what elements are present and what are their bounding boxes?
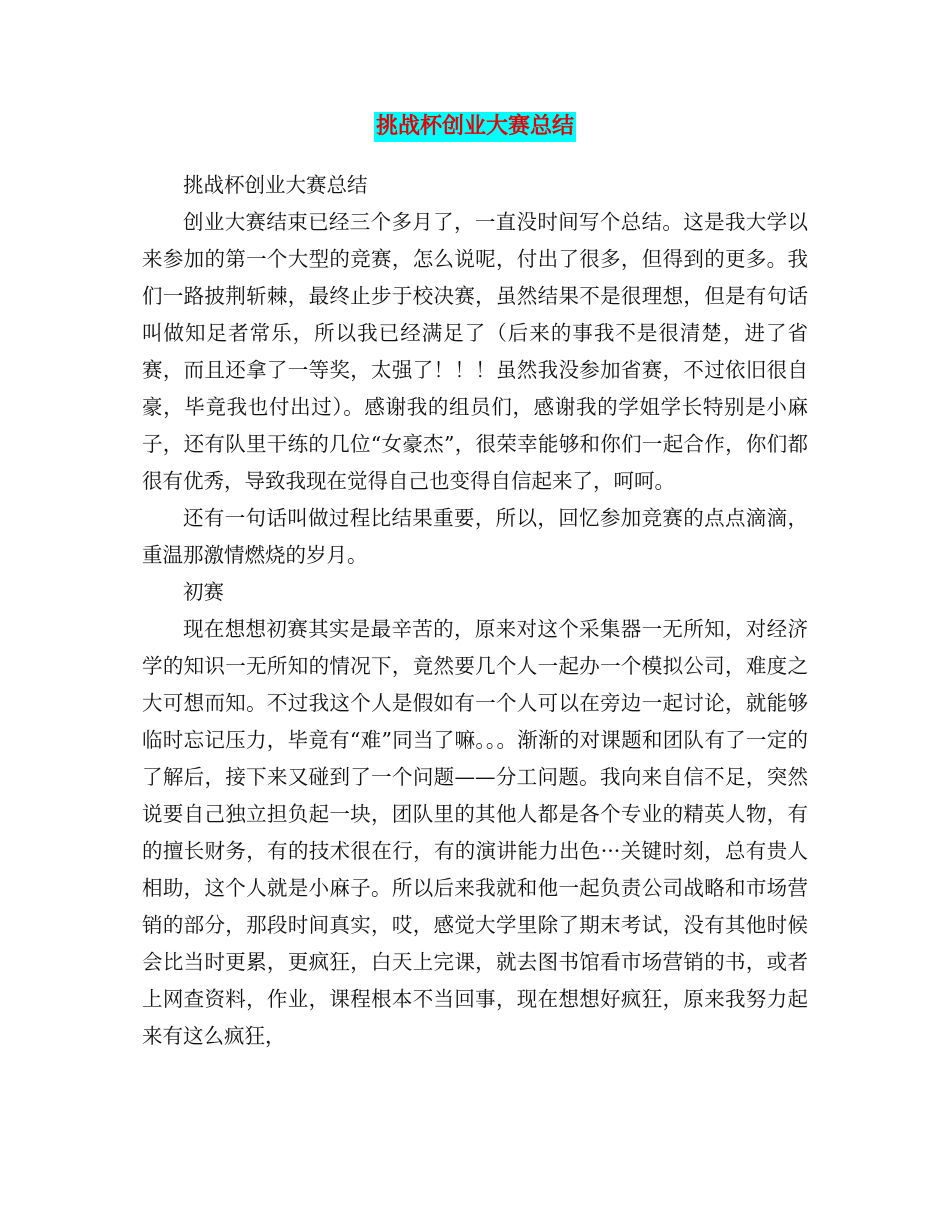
body-paragraph: 还有一句话叫做过程比结果重要，所以，回忆参加竞赛的点点滴滴，重温那激情燃烧的岁月。 <box>142 506 808 567</box>
body-paragraph: 创业大赛结束已经三个多月了，一直没时间写个总结。这是我大学以来参加的第一个大型的竞赛，怎么说呢，付出了很多，但得到的更多。我们一路披荆斩棘，最终止步于校决赛，虽然结果不是很理想，但是有句话叫做知足者常乐，所以我已经满足了（后来的事我不是很清楚，进了省赛，而且还拿了一等奖，太强了！！！虽然我没参加省赛，不过依旧很自豪，毕竟我也付出过）。感谢我的组员们，感谢我的学姐学长特别是小麻子，还有队里干练的几位“女豪杰”，很荣幸能够和你们一起合作，你们都很有优秀，导致我现在觉得自己也变得自信起来了，呵呵。 <box>142 210 808 493</box>
body-paragraph: 现在想想初赛其实是最辛苦的，原来对这个采集器一无所知，对经济学的知识一无所知的情况下，竟然要几个人一起办一个模拟公司，难度之大可想而知。不过我这个人是假如有一个人可以在旁边一起讨论，就能够临时忘记压力，毕竟有“难”同当了嘛。。。渐渐的对课题和团队有了一定的了解后，接下来又碰到了一个问题——分工问题。我向来自信不足，突然说要自己独立担负起一块，团队里的其他人都是各个专业的精英人物，有的擅长财务，有的技术很在行，有的演讲能力出色···关键时刻，总有贵人相助，这个人就是小麻子。所以后来我就和他一起负责公司战略和市场营销的部分，那段时间真实，哎，感觉大学里除了期末考试，没有其他时候会比当时更累，更疯狂，白天上完课，就去图书馆看市场营销的书，或者上网查资料，作业，课程根本不当回事，现在想想好疯狂，原来我努力起来有这么疯狂， <box>142 617 808 1048</box>
body-paragraph-subtitle: 挑战杯创业大赛总结 <box>183 173 368 197</box>
section-heading-preliminary: 初赛 <box>183 580 224 604</box>
document-title: 挑战杯创业大赛总结 <box>374 112 576 142</box>
title-container <box>0 112 950 142</box>
document-body <box>142 167 808 1055</box>
